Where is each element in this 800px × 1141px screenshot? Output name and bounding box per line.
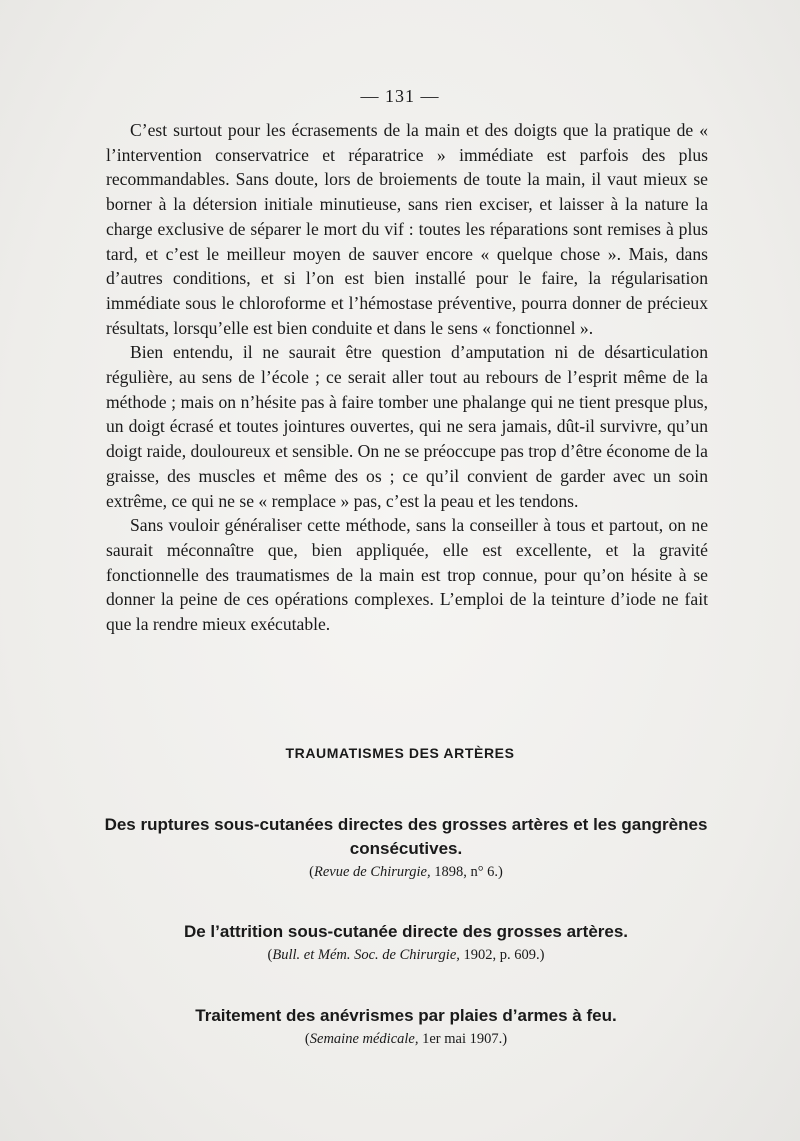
article-title: Des ruptures sous-cutanées directes des grosses artères et les gangrènes consécutives.: [104, 815, 708, 858]
paragraph: C’est surtout pour les écrasements de la main et des doigts que la pratique de « l’intervention conservatrice et réparatrice » immédiate est parfois des plus recommandables. Sans doute, lors de broiements de toute la main, il vaut mieux se borner à la détersion initiale minutieuse, sans rien exciser, et laisser à la nature la charge exclusive de séparer le mort du vif : toutes les réparations sont remises à plus tard, et c’est le meilleur moyen de sauver encore « quelque chose ». Mais, dans d’autres conditions, et si l’on est bien installé pour le faire, la régularisation immédiate sous le chloroforme et l’hémostase préventive, pourra donner de précieux résultats, lorsqu’elle est bien conduite et dans le sens « fonctionnel ».: [106, 120, 708, 338]
article-entry: [96, 1004, 716, 1048]
article-reference: [96, 947, 716, 964]
paragraph: Bien entendu, il ne saurait être question d’amputation ni de désarticulation régulière, au sens de l’école ; ce serait aller tout au rebours de l’esprit même de la méthode ; mais on n’hésite pas à faire tomber une phalange qui ne tient presque plus, un doigt écrasé et toutes jointures ouvertes, qui ne sera jamais, dût-il survivre, qu’un doigt raide, douloureux et sensible. On ne se préoccupe pas trop d’être économe de la graisse, des muscles et même des os ; ce qu’il convient de garder avec un soin extrême, ce qui ne se « remplace » pas, c’est la peau et les tendons.: [106, 342, 708, 511]
reference-open: (: [304, 1031, 310, 1047]
reference-open: (: [267, 947, 273, 963]
reference-details: 1902, p. 609.): [459, 947, 545, 963]
body-text: [106, 118, 708, 637]
section-heading: TRAUMATISMES DES ARTÈRES: [285, 745, 515, 761]
article-reference: [96, 864, 716, 881]
paragraph: Sans vouloir généraliser cette méthode, sans la conseiller à tous et partout, on ne saurait méconnaître que, bien appliquée, elle est excellente, et la gravité fonctionnelle des traumatismes de la main est trop connue, pour qu’on hésite à se donner la peine de ces opérations complexes. L’emploi de la teinture d’iode ne fait que la rendre mieux exécutable.: [106, 515, 708, 635]
article-title: Traitement des anévrismes par plaies d’armes à feu.: [195, 1006, 617, 1025]
article-entry: [96, 920, 716, 964]
article-reference: [96, 1031, 716, 1048]
reference-open: (: [309, 864, 314, 880]
article-entry: [96, 813, 716, 881]
reference-journal: Bull. et Mém. Soc. de Chirurgie,: [272, 947, 460, 963]
reference-details: 1er mai 1907.): [418, 1031, 508, 1047]
article-title: De l’attrition sous-cutanée directe des grosses artères.: [183, 922, 629, 941]
reference-journal: Revue de Chirurgie,: [313, 864, 431, 880]
reference-details: 1898, n° 6.): [430, 864, 503, 880]
reference-journal: Semaine médicale,: [309, 1031, 419, 1047]
page-number: — 131 —: [360, 86, 440, 106]
